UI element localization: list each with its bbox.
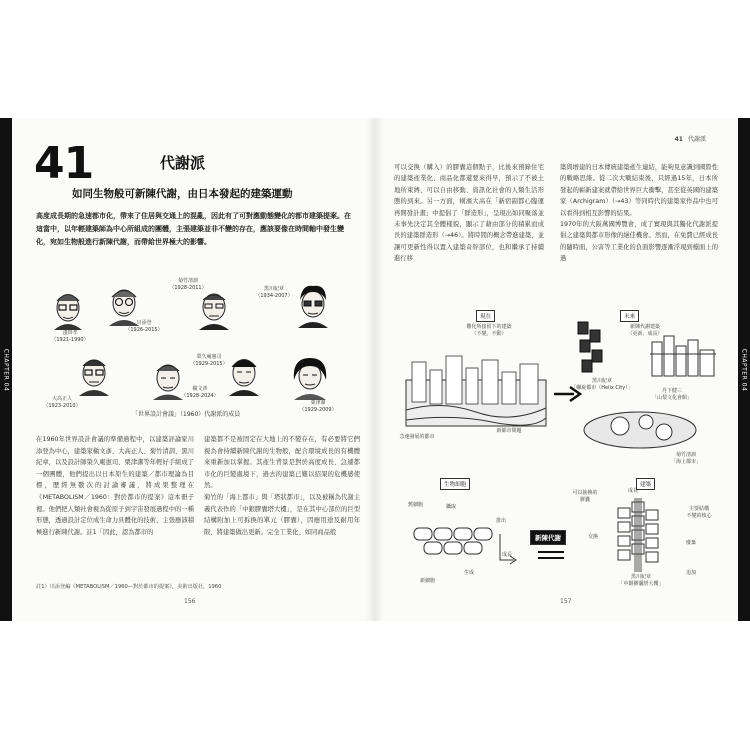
portrait-otaka <box>74 352 114 396</box>
arch-tag: 建築 <box>636 478 655 490</box>
page-number-right: 157 <box>560 598 572 605</box>
lead-paragraph: 高度成長期的急速都市化，帶來了住居與交通上的混亂，因此有了可對應動態變化的都市建築提案。在這當中，以年輕建築師為中心所組成的團體，主張建築並非不變的存在，應該要像在時間軸中發生變化，宛如生物般進行新陳代謝，而帶給世界極大的影響。 <box>36 212 351 246</box>
person-label: 川添登 （1926-2015） <box>125 320 163 333</box>
section-number: 41 <box>34 138 94 189</box>
sprawl-caption: 急速發展的都市 <box>399 434 435 440</box>
running-head-title: 代謝派 <box>687 136 706 143</box>
portrait-awazu <box>288 354 332 400</box>
person-label: 菊竹清訓 （1928-2011） <box>169 278 207 291</box>
growth-label: 成長 <box>628 488 639 494</box>
tange-caption: 丹下健三 「山梨文化會館」 <box>651 388 692 401</box>
running-head <box>675 134 706 143</box>
chapter-tab-left <box>0 118 12 621</box>
person-label: 粟津潔 （1929-2009） <box>299 400 337 413</box>
portrait-asada <box>48 288 88 330</box>
equals-icon <box>536 550 566 560</box>
sea-caption: 菊竹清訓 「海上都市」 <box>670 452 701 465</box>
section-title: 代謝派 <box>160 154 206 172</box>
portrait-group <box>44 278 344 420</box>
portrait-caption: 「世界設計會議」（1960）代謝派的成員 <box>132 411 241 418</box>
nakagin-caption: 黑川紀章 「中銀膠囊塔大樓」 <box>618 574 664 587</box>
chapter-tab-right <box>738 118 750 621</box>
right-page <box>380 118 736 621</box>
page-number-left: 156 <box>184 598 196 605</box>
chapter-tab-label: CHAPTER 04 <box>740 348 748 391</box>
excrete-label: 排出 <box>496 518 507 524</box>
cell-illustration <box>410 504 520 570</box>
body-column-4: 築與增建的日本傳統建築產生連結，能夠見意識到國際性的戰略思維。從二次大戰結束後，只經過15年，日本所發起的嶄新建案就帶給世界巨大衝擊，甚至從英國的建築家（Archigram）（→43）等同時代的建築家作品中也可以看得到相互影響的結果。 1970年的大阪萬國博覽會，成了實現與其獨化代謝派提倡之建築與都市形像的絕佳機會。然而，在免費已經成長的隨時面，公害等工業化的負面影響逐漸浮現到檯面上的過 <box>560 164 718 263</box>
cell-tag: 生物細胞 <box>440 478 470 490</box>
footnote: 註1）川添登編《METABOLISM／1960—對於都市的提案》，美術出版社，1960 <box>36 584 222 590</box>
yamanashi-illustration <box>648 332 718 378</box>
grow-label: 成長 <box>502 552 513 558</box>
intake-label: 攝取 <box>446 504 457 510</box>
helix-caption: 黑川紀章 「螺旋都市（Helix City）」 <box>571 378 633 391</box>
person-label: 大高正人 （1923-2010） <box>43 396 81 409</box>
generate-label: 生成 <box>464 570 475 576</box>
old-cell-label: 舊細胞 <box>408 502 424 508</box>
body-column-3: 可以交換（購入）的膠囊這個點子，比後來預錄住宅的建築產業化、商品化都還要來得早，預示了不被土地所束縛，可以自由移動、資訊化社會的人類生活形態的到來。另一方面，橫濱大高在「新宿副都心臨運再開發計畫」中提倡了「群造形」，呈現出如同聚落並未事先決定其全體樣貌，顯示了藉由部分的積累而成長的建築群造形（→46）。將時間的概念帶進建築，並讓可更新性得以置入建築奇幹部位，也和繼承了持續進行移 <box>394 164 544 263</box>
exchange-label: 交換 <box>588 534 599 540</box>
book-spread <box>0 118 750 621</box>
present-caption: 難化所接留下的建築 （不變、不動） <box>466 324 512 337</box>
nakagin-tower-illustration <box>614 498 664 574</box>
person-label: 槇文彥 （1928-2024） <box>181 386 219 399</box>
section-subtitle: 如同生物般可新陳代謝，由日本發起的建築運動 <box>72 188 293 200</box>
replaceable-label: 可以抽換的 膠囊 <box>572 490 598 503</box>
future-caption: 新陳代謝建築 （更新、成長） <box>627 324 663 337</box>
body-column-2: 建築都不是被固定在大地上的不變存在，有必要將它們視為會持續新陳代謝的生物般，配合環境成長的有機體來重新加以掌握。其產生背景是對於高度成長、急遽都市化的巨變處境下，過去的建築已難以招架的危機感使然。 菊竹的「海上都市」與「塔狀都市」，以及被稱為代謝主義代表作的「中銀膠囊塔大樓」，是在其中心部位的巨型結構附加上可拆換的單元（膠囊），因應用途及耐用年限，將建築做出更新。完全工業化、如同商品般 <box>204 436 360 536</box>
person-label: 榮久庵憲司 （1929-2015） <box>190 354 228 367</box>
add-label: 追加 <box>686 570 697 576</box>
marine-city-illustration <box>580 404 700 454</box>
present-tag: 現在 <box>476 310 495 322</box>
future-tag: 未來 <box>620 310 639 322</box>
left-page <box>14 118 370 621</box>
person-label: 淺田孝 （1921-1990） <box>51 330 89 343</box>
person-label: 黑川紀章 （1934-2007） <box>255 286 293 299</box>
metabolism-tag: 新陳代謝 <box>530 530 566 545</box>
metabolism-diagram <box>380 308 736 598</box>
discard-label: 廢棄 <box>686 540 697 546</box>
problem-caption: 新都市問題 <box>496 428 522 434</box>
portrait-kikutake <box>194 286 234 330</box>
present-city-illustration <box>402 350 550 430</box>
chapter-tab-label: CHAPTER 04 <box>2 348 10 391</box>
new-cell-label: 新細胞 <box>420 578 436 584</box>
running-head-number: 41 <box>674 136 683 143</box>
body-column-1: 在1960年世界設計會議的準備過程中，以建築評論家川添登為中心，建築家槇文彥、大高正人、菊竹清訓、黑川紀章，以及設計師榮久庵憲司、栗津潔等年輕好手組成了一個團體，他們提出以日本原生的建築／都市理論為目標，歷經無數次的討論審議，將成果整理在《METABOLISM／1960：對於都市的提案》這本冊子裡。他們把人類社會視為從原子到宇宙發展過程中的一種形態，透過設計定位成生命力具體化的技術，主張應該積極進行新陳代謝。註1「因此，認為都市的 <box>36 436 194 536</box>
portrait-kurokawa <box>292 282 334 328</box>
core-label: 主要結構 不變的核心 <box>686 506 712 519</box>
